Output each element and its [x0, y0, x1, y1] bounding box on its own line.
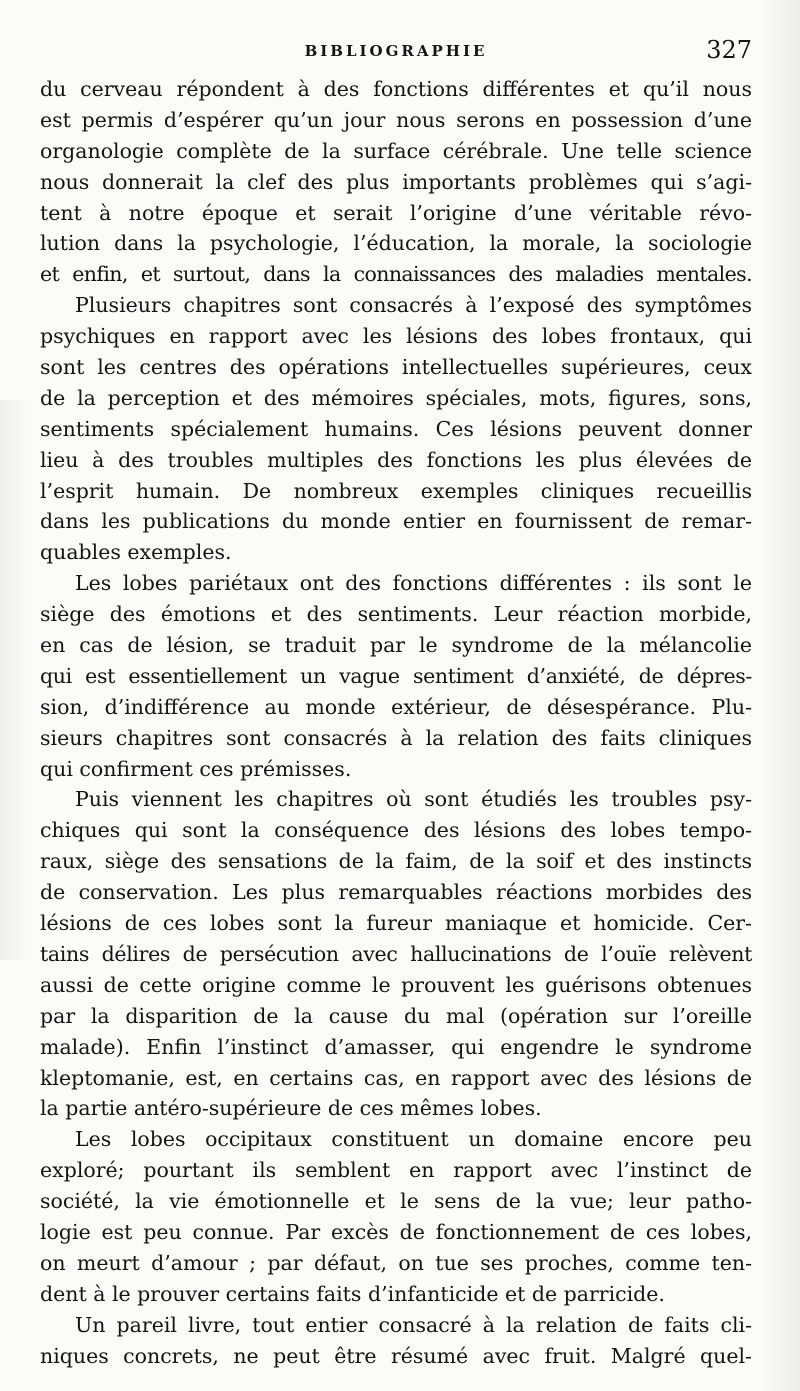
text-line: siège des émotions et des sentiments. Leur réaction morbide, [40, 602, 752, 627]
text-line: qui est essentiellement un vague sentiment d’anxiété, de dépres- [40, 663, 752, 688]
text-line: on meurt d’amour ; par défaut, on tue ses proches, comme ten- [40, 1250, 752, 1275]
text-line: et enfin, et surtout, dans la connaissances des maladies mentales. [40, 262, 752, 287]
paragraph-first-line: Plusieurs chapitres sont consacrés à l’exposé des symptômes [75, 293, 752, 318]
text-line: sion, d’indifférence au monde extérieur, de désespérance. Plu- [40, 694, 752, 719]
text-line: dans les publications du monde entier en fournissent de remar- [40, 509, 752, 534]
facing-page-show-through [0, 400, 30, 960]
text-line: tains délires de persécution avec hallucinations de l’ouïe relèvent [40, 941, 752, 966]
text-line: en cas de lésion, se traduit par le syndrome de la mélancolie [40, 633, 752, 658]
text-line: sieurs chapitres sont consacrés à la relation des faits cliniques [40, 725, 752, 750]
text-line: l’esprit humain. De nombreux exemples cliniques recueillis [40, 478, 752, 503]
text-line: société, la vie émotionnelle et le sens de la vue; leur patho- [40, 1189, 752, 1214]
text-line: sentiments spécialement humains. Ces lésions peuvent donner [40, 416, 752, 441]
text-line: chiques qui sont la conséquence des lésions des lobes tempo- [40, 818, 752, 843]
text-line: lution dans la psychologie, l’éducation, la morale, la sociologie [40, 231, 752, 256]
page-edge-shadow [760, 0, 800, 1391]
text-line: organologie complète de la surface cérébrale. Une telle science [40, 138, 752, 163]
text-line: niques concrets, ne peut être résumé avec fruit. Malgré quel- [40, 1343, 752, 1368]
paragraph-last-line: la partie antéro-supérieure de ces mêmes lobes. [40, 1096, 542, 1121]
running-title: BIBLIOGRAPHIE [304, 42, 488, 60]
text-line: malade). Enfin l’instinct d’amasser, qui engendre le syndrome [40, 1034, 752, 1059]
text-line: raux, siège des sensations de la faim, de la soif et des instincts [40, 849, 752, 874]
text-line: tent à notre époque et serait l’origine d’une véritable révo- [40, 200, 752, 225]
running-head [40, 36, 752, 66]
text-line: sont les centres des opérations intellectuelles supérieures, ceux [40, 355, 752, 380]
text-line: est permis d’espérer qu’un jour nous serons en possession d’une [40, 107, 752, 132]
text-line: nous donnerait la clef des plus importants problèmes qui s’agi- [40, 169, 752, 194]
text-line: exploré; pourtant ils semblent en rapport avec l’instinct de [40, 1158, 752, 1183]
paragraph-first-line: Un pareil livre, tout entier consacré à la relation de faits cli- [75, 1312, 752, 1337]
text-line: lésions de ces lobes sont la fureur maniaque et homicide. Cer- [40, 911, 752, 936]
body-text [40, 74, 752, 1371]
paragraph-last-line: qui confirment ces prémisses. [40, 756, 352, 781]
text-line: kleptomanie, est, en certains cas, en rapport avec des lésions de [40, 1065, 752, 1090]
text-line: du cerveau répondent à des fonctions différentes et qu’il nous [40, 77, 752, 101]
text-line: lieu à des troubles multiples des fonctions les plus élevées de [40, 447, 752, 472]
text-line: de la perception et des mémoires spéciales, mots, figures, sons, [40, 385, 752, 410]
text-line: aussi de cette origine comme le prouvent les guérisons obtenues [40, 972, 752, 997]
page-number: 327 [706, 36, 752, 64]
paragraph-first-line: Les lobes pariétaux ont des fonctions différentes : ils sont le [75, 571, 752, 596]
paragraph-first-line: Les lobes occipitaux constituent un domaine encore peu [75, 1127, 752, 1152]
text-line: par la disparition de la cause du mal (opération sur l’oreille [40, 1003, 752, 1028]
text-line: psychiques en rapport avec les lésions des lobes frontaux, qui [40, 324, 752, 349]
text-line: logie est peu connue. Par excès de fonctionnement de ces lobes, [40, 1219, 752, 1244]
paragraph-last-line: quables exemples. [40, 540, 232, 565]
paragraph-last-line: dent à le prouver certains faits d’infanticide et de parricide. [40, 1281, 665, 1306]
paragraph-first-line: Puis viennent les chapitres où sont étudiés les troubles psy- [75, 787, 752, 812]
text-line: de conservation. Les plus remarquables réactions morbides des [40, 880, 752, 905]
